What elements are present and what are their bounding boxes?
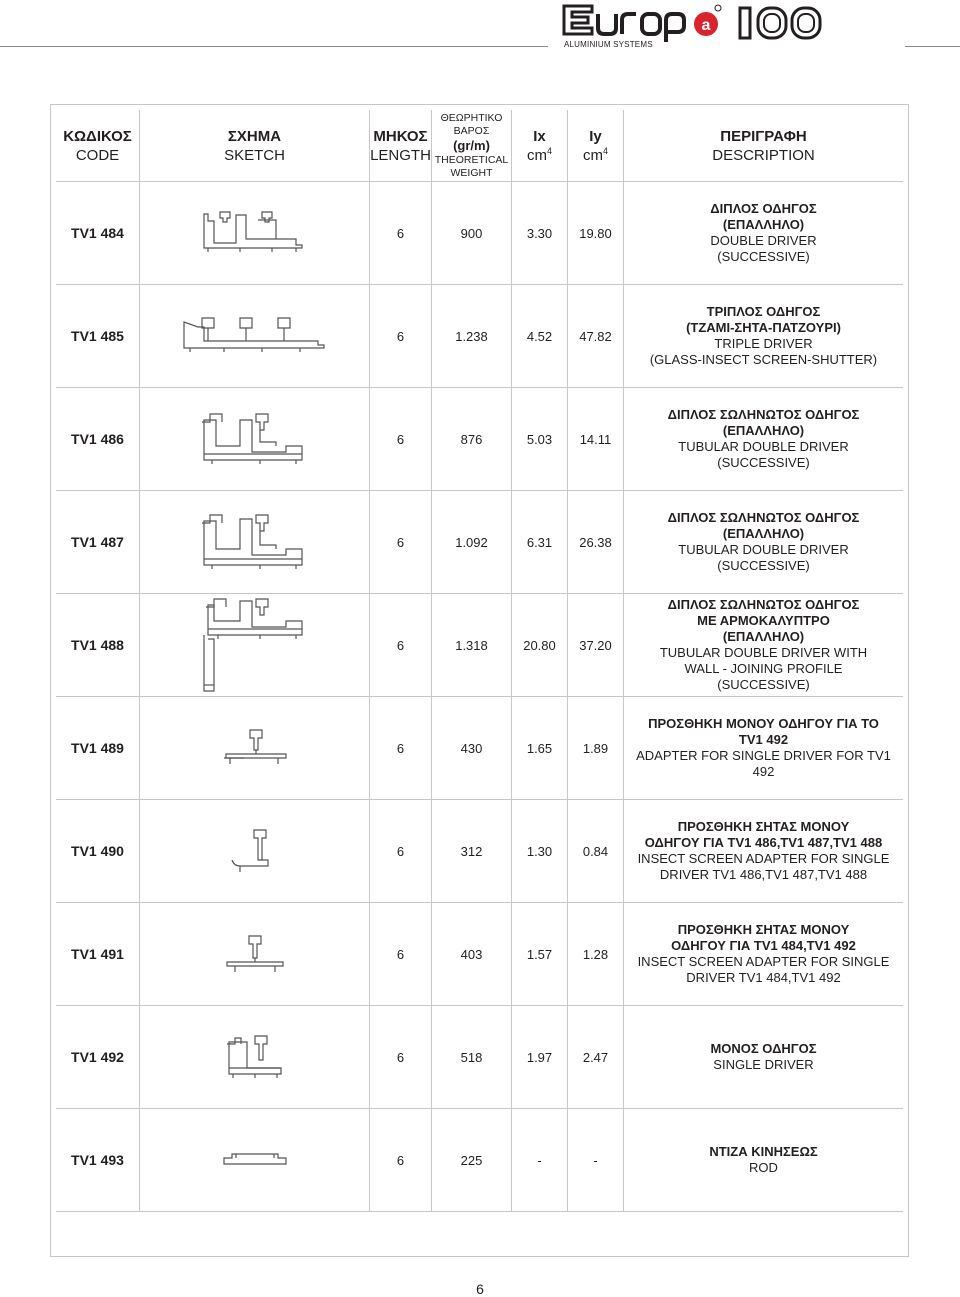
row-length: 6 (396, 946, 405, 962)
table-row (56, 388, 903, 491)
header-ix (512, 110, 568, 181)
row-desc-gr: ΟΔΗΓΟΥ ΓΙΑ TV1 486,TV1 487,TV1 488 (644, 835, 883, 850)
header-iy-unit: $cm^4$ (582, 145, 608, 164)
row-desc-en: TUBULAR DOUBLE DRIVER (678, 542, 849, 557)
header-code (56, 110, 140, 181)
header-weight (432, 110, 512, 181)
row-code: TV1 487 (71, 534, 124, 550)
row-desc-en: ADAPTER FOR SINGLE DRIVER FOR TV1 492 (636, 748, 891, 779)
row-desc-gr: (ΕΠΑΛΛΗΛΟ) (722, 526, 805, 541)
logo-subtitle: ALUMINIUM SYSTEMS (564, 40, 653, 49)
row-desc-en: INSECT SCREEN ADAPTER FOR SINGLE (637, 954, 890, 969)
header-sketch-gr: ΣΧΗΜΑ (227, 127, 282, 145)
triple-driver-profile-icon (180, 314, 330, 359)
tubular-double-driver-profile-icon (200, 511, 310, 573)
header-code-en: CODE (75, 146, 120, 164)
row-desc-gr: ΜΕ ΑΡΜΟΚΑΛΥΠΤΡΟ (697, 613, 830, 628)
row-desc-gr: (ΤΖΑΜΙ-ΣΗΤΑ-ΠΑΤΖΟΥΡΙ) (686, 320, 841, 335)
row-desc-en: INSECT SCREEN ADAPTER FOR SINGLE (637, 851, 890, 866)
svg-text:a: a (701, 17, 711, 34)
row-desc-en: (GLASS-INSECT SCREEN-SHUTTER) (649, 352, 878, 367)
header-iy-label: Iy (589, 127, 602, 145)
row-ix: - (537, 1152, 542, 1168)
header-weight-gr1: ΘΕΩΡΗΤΙΚΟ (440, 111, 503, 124)
row-iy: 0.84 (582, 843, 609, 859)
row-ix: 1.97 (526, 1049, 553, 1065)
row-iy: 37.20 (579, 637, 612, 653)
row-desc-gr: ΝΤΙΖΑ ΚΙΝΗΣΕΩΣ (709, 1144, 818, 1159)
row-iy: 47.82 (579, 328, 612, 344)
row-weight: 900 (460, 225, 483, 241)
row-iy: 1.89 (582, 740, 609, 756)
rod-profile-icon (220, 1150, 290, 1170)
row-length: 6 (396, 534, 405, 550)
row-desc-gr: ΠΡΟΣΘΗΚΗ ΜΟΝΟΥ ΟΔΗΓΟΥ ΓΙΑ ΤΟ (648, 716, 879, 731)
header-sketch (140, 110, 370, 181)
row-code: TV1 490 (71, 843, 124, 859)
row-desc-gr: ΜΟΝΟΣ ΟΔΗΓΟΣ (710, 1041, 817, 1056)
table-row (56, 491, 903, 594)
header-description (624, 110, 903, 181)
row-length: 6 (396, 637, 405, 653)
row-desc-gr: TV1 492 (738, 732, 789, 747)
header-description-en: DESCRIPTION (712, 146, 815, 164)
row-desc-gr: ΔΙΠΛΟΣ ΣΩΛΗΝΩΤΟΣ ΟΔΗΓΟΣ (667, 407, 860, 422)
row-code: TV1 485 (71, 328, 124, 344)
row-iy: 2.47 (582, 1049, 609, 1065)
row-iy: 1.28 (582, 946, 609, 962)
row-weight: 225 (460, 1152, 483, 1168)
row-desc-en: DRIVER TV1 486,TV1 487,TV1 488 (659, 867, 868, 882)
row-code: TV1 486 (71, 431, 124, 447)
row-desc-gr: ΔΙΠΛΟΣ ΣΩΛΗΝΩΤΟΣ ΟΔΗΓΟΣ (667, 597, 860, 612)
row-ix: 3.30 (526, 225, 553, 241)
table-row (56, 594, 903, 697)
row-desc-gr: ΔΙΠΛΟΣ ΣΩΛΗΝΩΤΟΣ ΟΔΗΓΟΣ (667, 510, 860, 525)
row-ix: 6.31 (526, 534, 553, 550)
header-sketch-en: SKETCH (224, 146, 285, 164)
header-length (370, 110, 432, 181)
table-row (56, 903, 903, 1006)
row-ix: 20.80 (523, 637, 556, 653)
row-desc-en: TUBULAR DOUBLE DRIVER (678, 439, 849, 454)
table-row (56, 1006, 903, 1109)
tubular-double-driver-profile-icon (200, 410, 310, 468)
header-length-gr: ΜΗΚΟΣ (373, 127, 428, 145)
row-desc-gr: (ΕΠΑΛΛΗΛΟ) (722, 217, 805, 232)
header-ix-label: Ix (533, 127, 546, 145)
header-rule-right (905, 46, 960, 47)
row-weight: 312 (460, 843, 483, 859)
row-desc-en: (SUCCESSIVE) (717, 455, 810, 470)
row-code: TV1 489 (71, 740, 124, 756)
row-code: TV1 488 (71, 637, 124, 653)
row-ix: 1.65 (526, 740, 553, 756)
row-desc-en: DOUBLE DRIVER (710, 233, 817, 248)
row-desc-en: (SUCCESSIVE) (717, 558, 810, 573)
row-desc-gr: (ΕΠΑΛΛΗΛΟ) (722, 629, 805, 644)
header-iy (568, 110, 624, 181)
europa-100-logo-icon (560, 2, 890, 42)
row-weight: 1.238 (455, 328, 488, 344)
table-row (56, 1109, 903, 1212)
table-row (56, 182, 903, 285)
row-length: 6 (396, 740, 405, 756)
row-desc-gr: (ΕΠΑΛΛΗΛΟ) (722, 423, 805, 438)
row-desc-en: (SUCCESSIVE) (717, 249, 810, 264)
row-weight: 430 (460, 740, 483, 756)
tubular-double-driver-wall-profile-icon (200, 595, 310, 695)
single-driver-profile-icon (225, 1032, 285, 1082)
header-weight-en1: THEORETICAL (434, 153, 509, 166)
row-code: TV1 484 (71, 225, 124, 241)
row-weight: 403 (460, 946, 483, 962)
row-desc-en: SINGLE DRIVER (713, 1057, 814, 1072)
header-weight-en2: WEIGHT (450, 166, 493, 179)
table-row (56, 285, 903, 388)
row-desc-en: WALL - JOINING PROFILE (684, 661, 843, 676)
header-ix-unit: $cm^4$ (526, 145, 552, 164)
header-length-en: LENGTH (370, 146, 431, 164)
row-code: TV1 493 (71, 1152, 124, 1168)
row-ix: 5.03 (526, 431, 553, 447)
row-iy: 14.11 (579, 431, 612, 447)
header-code-gr: ΚΩΔΙΚΟΣ (63, 127, 132, 145)
header-rule-left (0, 46, 548, 47)
row-code: TV1 491 (71, 946, 124, 962)
row-desc-gr: ΤΡΙΠΛΟΣ ΟΔΗΓΟΣ (706, 304, 821, 319)
row-ix: 4.52 (526, 328, 553, 344)
row-weight: 518 (460, 1049, 483, 1065)
row-desc-en: DRIVER TV1 484,TV1 492 (686, 970, 841, 985)
insect-screen-adapter-profile-icon (230, 826, 280, 876)
table-row (56, 800, 903, 903)
double-driver-profile-icon (200, 208, 310, 258)
row-desc-en: ROD (749, 1160, 778, 1175)
header-weight-unit: (gr/m) (453, 137, 490, 153)
row-iy: 19.80 (579, 225, 612, 241)
row-length: 6 (396, 1049, 405, 1065)
row-length: 6 (396, 328, 405, 344)
single-driver-adapter-profile-icon (220, 726, 290, 771)
row-iy: - (593, 1152, 598, 1168)
insect-screen-adapter-profile-icon (223, 932, 287, 977)
row-length: 6 (396, 431, 405, 447)
row-weight: 1.092 (455, 534, 488, 550)
row-length: 6 (396, 843, 405, 859)
table-header-row (56, 110, 903, 182)
row-desc-gr: ΔΙΠΛΟΣ ΟΔΗΓΟΣ (710, 201, 817, 216)
row-ix: 1.57 (526, 946, 553, 962)
row-code: TV1 492 (71, 1049, 124, 1065)
row-weight: 876 (460, 431, 483, 447)
row-desc-gr: ΟΔΗΓΟΥ ΓΙΑ TV1 484,TV1 492 (671, 938, 856, 953)
row-length: 6 (396, 1152, 405, 1168)
header-description-gr: ΠΕΡΙΓΡΑΦΗ (720, 127, 807, 145)
row-desc-en: (SUCCESSIVE) (717, 677, 810, 692)
row-ix: 1.30 (526, 843, 553, 859)
page-number: 6 (476, 1281, 484, 1297)
table-row (56, 697, 903, 800)
europa-logo (560, 2, 890, 52)
row-weight: 1.318 (455, 637, 488, 653)
row-desc-en: TRIPLE DRIVER (714, 336, 813, 351)
header-weight-gr2: ΒΑΡΟΣ (453, 124, 490, 137)
row-desc-gr: ΠΡΟΣΘΗΚΗ ΣΗΤΑΣ ΜΟΝΟΥ (677, 819, 850, 834)
row-desc-gr: ΠΡΟΣΘΗΚΗ ΣΗΤΑΣ ΜΟΝΟΥ (677, 922, 850, 937)
row-desc-en: TUBULAR DOUBLE DRIVER WITH (659, 645, 868, 660)
row-length: 6 (396, 225, 405, 241)
row-iy: 26.38 (579, 534, 612, 550)
